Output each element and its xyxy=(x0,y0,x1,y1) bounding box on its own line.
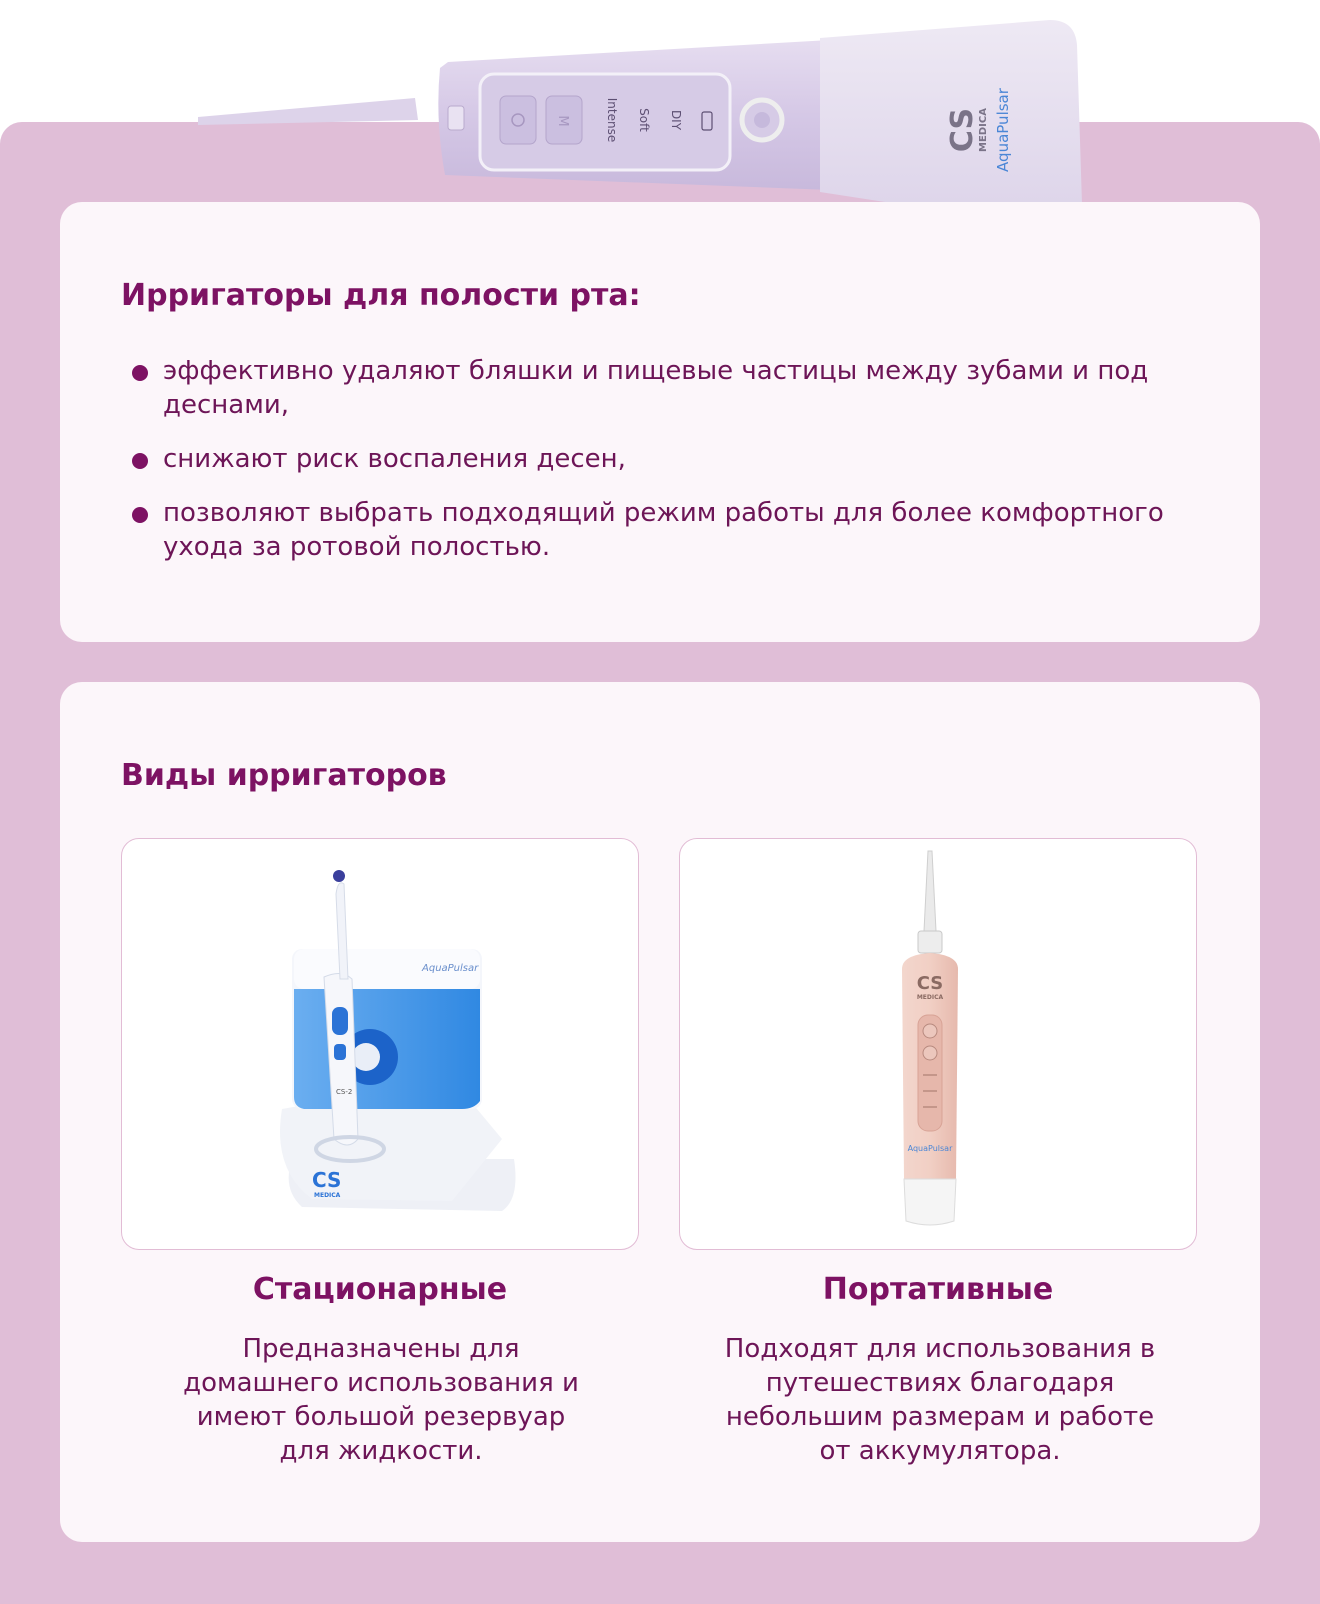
svg-text:CS: CS xyxy=(916,973,944,994)
portable-irrigator-image xyxy=(680,839,1196,1249)
portable-image-frame xyxy=(679,838,1197,1250)
types-card xyxy=(60,682,1260,1542)
svg-text:M: M xyxy=(555,115,570,127)
bullet-icon xyxy=(132,507,148,523)
nozzle xyxy=(198,98,418,125)
svg-text:Soft: Soft xyxy=(637,108,651,132)
svg-text:AquaPulsar: AquaPulsar xyxy=(422,963,479,974)
stationary-title: Стационарные xyxy=(252,1272,508,1307)
portable-description: Подходят для использования в путешествиях благодаря небольшим размерам и работе от аккумулятора. xyxy=(724,1334,1156,1466)
benefits-heading: Ирригаторы для полости рта: xyxy=(121,278,641,313)
stationary-irrigator-image xyxy=(122,839,638,1249)
svg-text:AquaPulsar: AquaPulsar xyxy=(994,88,1012,172)
benefits-card xyxy=(60,202,1260,642)
list-item: позволяют выбрать подходящий режим работы для более комфортного ухода за ротовой полостью. xyxy=(121,496,1191,564)
svg-text:Intense: Intense xyxy=(605,97,619,143)
svg-text:CS: CS xyxy=(312,1168,342,1192)
svg-text:MEDICA: MEDICA xyxy=(314,1192,341,1199)
svg-text:DIY: DIY xyxy=(669,109,683,131)
list-item: эффективно удаляют бляшки и пищевые частицы между зубами и под деснами, xyxy=(121,354,1191,422)
stationary-description: Предназначены для домашнего использования и имеют большой резервуар для жидкости. xyxy=(183,1334,579,1466)
portable-title: Портативные xyxy=(822,1272,1054,1307)
svg-text:MEDICA: MEDICA xyxy=(916,994,944,1001)
svg-text:CS-2: CS-2 xyxy=(336,1088,353,1096)
stationary-image-frame xyxy=(121,838,639,1250)
bullet-icon xyxy=(132,365,148,381)
bullet-icon xyxy=(132,453,148,469)
svg-text:MEDICA: MEDICA xyxy=(978,108,989,152)
list-item: снижают риск воспаления десен, xyxy=(121,442,1191,476)
svg-text:CS: CS xyxy=(945,107,980,153)
benefits-list xyxy=(121,354,1191,584)
types-heading: Виды ирригаторов xyxy=(121,758,447,793)
power-button xyxy=(500,96,536,144)
svg-text:AquaPulsar: AquaPulsar xyxy=(907,1144,953,1153)
